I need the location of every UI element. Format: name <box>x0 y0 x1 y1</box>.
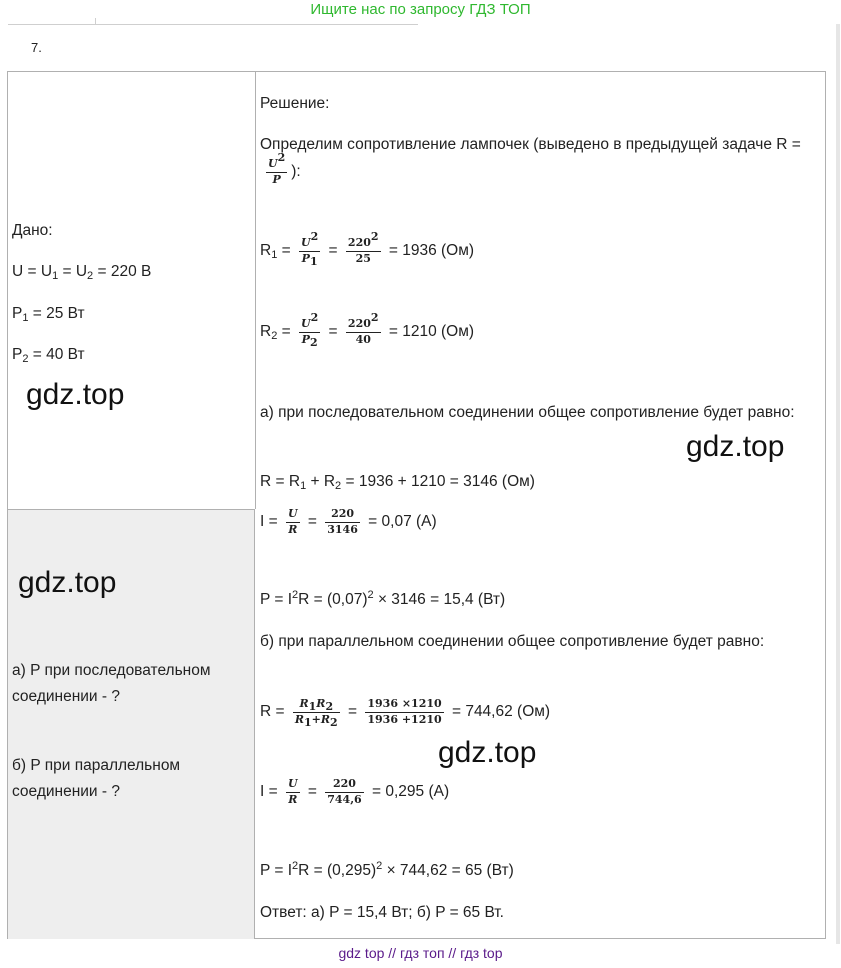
parallel-text: б) при параллельном соединении общее сопротивление будет равно: <box>260 633 765 650</box>
given-p2: $P_2 = 40$ Вт <box>12 346 85 365</box>
divider-tick <box>95 18 96 24</box>
solution-intro: Определим сопротивление лампочек (выведено в предыдущей задаче R = <box>260 136 801 153</box>
task-number: 7. <box>31 40 42 55</box>
p-series: $P = I^2R = (0,07)^2 \times 3146 = 15,4$ (Вт) <box>260 589 506 608</box>
given-cell <box>8 72 256 509</box>
footer-links[interactable]: gdz top // гдз топ // гдз top <box>338 945 503 961</box>
r2-formula: $R_2$ = $\frac{U^2}{P_2}$ = $\frac{220^2}{40}$ = 1210 (Ом) <box>260 311 475 349</box>
given-title: Дано: <box>12 222 53 239</box>
watermark: gdz.top <box>686 430 785 463</box>
solution-title: Решение: <box>260 95 330 112</box>
given-p1: $P_1 = 25$ Вт <box>12 305 85 324</box>
scrollbar[interactable] <box>836 24 840 944</box>
i-parallel: I = $\frac{U}{R}$ = $\frac{220}{744,6}$ = 0,295 (А) <box>260 777 450 806</box>
formula-r: $\frac{U^2}{P}$ ): <box>268 151 301 186</box>
watermark: gdz.top <box>438 736 537 769</box>
watermark: gdz.top <box>18 566 117 599</box>
i-series: I = $\frac{U}{R}$ = $\frac{220}{3146}$ = 0,07 (А) <box>260 507 437 536</box>
watermark: gdz.top <box>26 378 125 411</box>
r1-formula: $R_1$ = $\frac{U^2}{P_1}$ = $\frac{220^2}{25}$ = 1936 (Ом) <box>260 230 475 268</box>
given-voltage: $U = U_1 = U_2 = 220$ В <box>12 263 152 282</box>
search-hint-banner[interactable]: Ищите нас по запросу ГДЗ ТОП <box>310 1 531 18</box>
find-parallel: б) P при параллельном соединении - ? <box>12 757 181 800</box>
r-series: $R = R_1 + R_2 = 1936 + 1210 = 3146$ (Ом) <box>260 473 535 492</box>
find-series: а) P при последовательном соединении - ? <box>12 662 211 705</box>
divider <box>8 24 418 25</box>
r-parallel: R = $\frac{R_1R_2}{R_1+R_2}$ = $\frac{1936 \times 1210}{1936 +1210}$ = 744,62 (Ом) <box>260 697 551 729</box>
series-text: а) при последовательном соединении общее сопротивление будет равно: <box>260 404 795 421</box>
p-parallel: $P = I^2R = (0,295)^2 \times 744,62 = 65$ (Вт) <box>260 860 514 879</box>
answer: Ответ: а) P = 15,4 Вт; б) P = 65 Вт. <box>260 904 504 921</box>
